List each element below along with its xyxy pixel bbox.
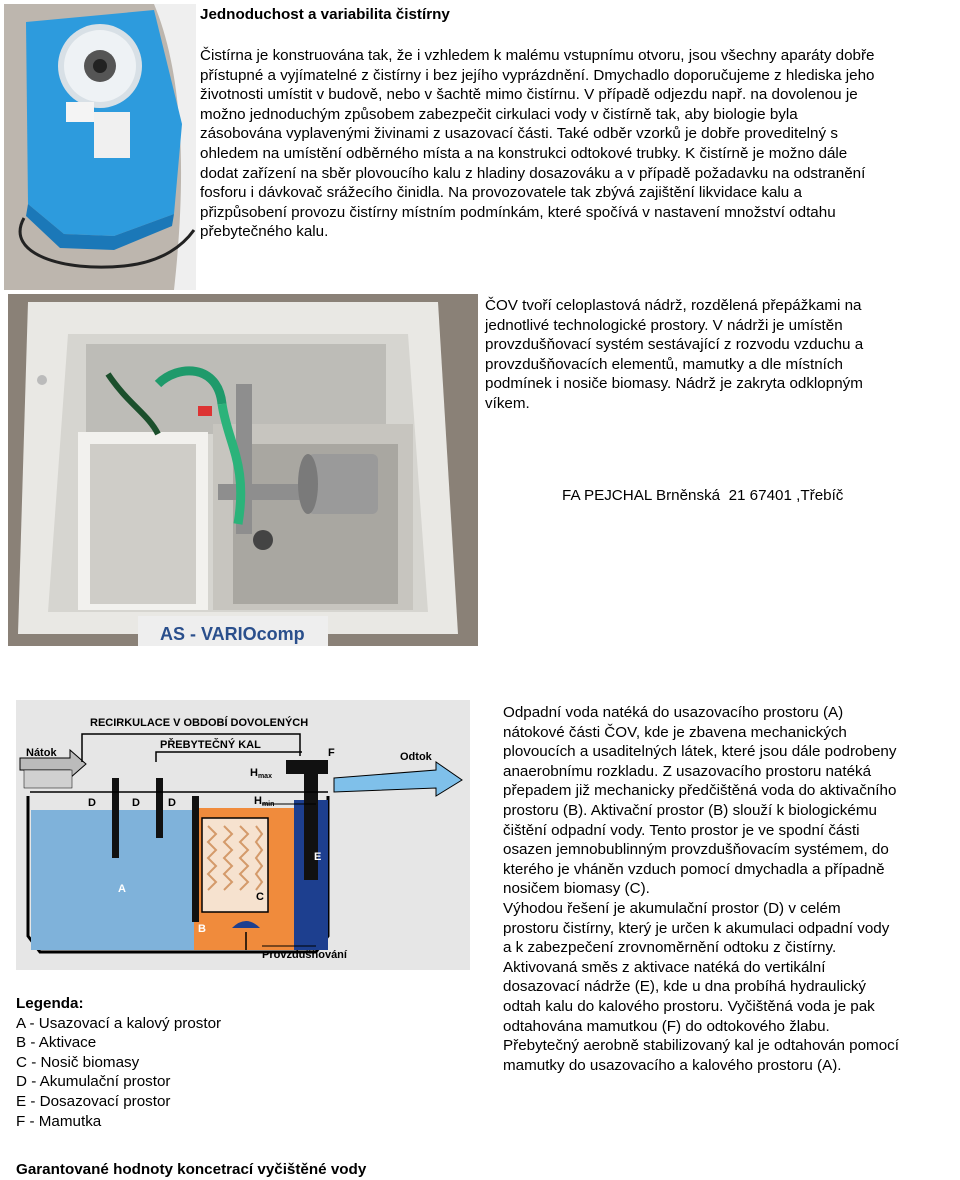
text-line: jednotlivé technologické prostory. V nádrži je umístěn bbox=[485, 316, 843, 334]
text-line: provzdušňovacích elementů, mamutky a dle místních bbox=[485, 355, 843, 373]
text-line: přepadem již mechanicky předčištěná voda do aktivačního bbox=[503, 782, 897, 800]
text-line: odtah kalu do kalového prostoru. Vyčištěná voda je pak bbox=[503, 997, 875, 1015]
text-line: dodat zařízení na sběr plovoucího kalu z hladiny dosazováku a v případě požadavku na odstranění bbox=[200, 164, 866, 182]
text-line: životnosti umístit v budově, nebo v šachtě mimo čistírnu. V případě odjezdu např. na dovolenou je bbox=[200, 86, 858, 104]
text-line: nátokové části ČOV, kde je zbavena mechanických bbox=[503, 723, 847, 741]
text-line: nosičem biomasy (C). bbox=[503, 880, 650, 898]
zone-d-label-2: D bbox=[132, 797, 140, 809]
label-hmax: Hmax bbox=[250, 767, 272, 780]
text-line: fosforu i dávkovač srážecího činidla. Na provozovatele tak zbývá zajištění likvidace kalu a bbox=[200, 184, 802, 202]
text-line: Aktivovaná směs z aktivace natéká do vertikální bbox=[503, 958, 826, 976]
label-excess-sludge: PŘEBYTEČNÝ KAL bbox=[160, 739, 261, 751]
label-outflow: Odtok bbox=[400, 751, 432, 763]
legend-item: E - Dosazovací prostor bbox=[16, 1092, 171, 1110]
legend-item: F - Mamutka bbox=[16, 1112, 102, 1130]
text-line: přístupné a vyjímatelné z čistírny i bez jejího vyprázdnění. Dmychadlo doporučujeme z hlediska jeho bbox=[200, 66, 875, 84]
label-aeration: Provzdušňování bbox=[262, 949, 347, 961]
tank-photo bbox=[8, 294, 478, 646]
legend-title: Legenda: bbox=[16, 995, 84, 1012]
zone-d-label-1: D bbox=[88, 797, 96, 809]
text-line: odtahována mamutkou (F) do odtokového žlabu. bbox=[503, 1017, 830, 1035]
label-hmin: Hmin bbox=[254, 795, 275, 808]
process-description bbox=[503, 703, 955, 1075]
legend-item: A - Usazovací a kalový prostor bbox=[16, 1014, 222, 1032]
text-line: Přebytečný aerobně stabilizovaný kal je odtahován pomocí bbox=[503, 1037, 899, 1055]
text-line: Odpadní voda natéká do usazovacího prostoru (A) bbox=[503, 704, 844, 721]
company-address: FA PEJCHAL Brněnská 21 67401 ,Třebíč bbox=[562, 487, 844, 504]
text-line: možno jednoduchým způsobem zabezpečit cirkulaci vody v čistírně tak, aby biologie byla bbox=[200, 105, 798, 123]
zone-c-label: C bbox=[256, 891, 264, 903]
text-line: provzdušňovací systém sestávající z rozvodu vzduchu a bbox=[485, 336, 864, 354]
text-line: zásobována vyplavenými živinami z usazovací části. Také odběr vzorků je dobře proveditelný s bbox=[200, 125, 838, 143]
text-line: prostoru (B). Aktivační prostor (B) slouží k biologickému bbox=[503, 801, 877, 819]
intro-paragraph bbox=[200, 46, 960, 242]
text-line: přizpůsobení provozu čistírny místním podmínkám, které spočívá v nastavení množství odtahu bbox=[200, 203, 836, 221]
text-line: čištění odpadní vody. Tento prostor je ve spodní části bbox=[503, 821, 860, 839]
zone-b-label: B bbox=[198, 923, 206, 935]
text-line: mamutky do usazovacího a kalového prostoru (A). bbox=[503, 1056, 842, 1074]
legend-item: B - Aktivace bbox=[16, 1034, 97, 1052]
zone-a-label: A bbox=[118, 883, 126, 895]
tank-illustration bbox=[8, 294, 478, 646]
label-recirculation: RECIRKULACE V OBDOBÍ DOVOLENÝCH bbox=[90, 717, 309, 729]
text-line: prostoru čistírny, který je určen k akumulaci odpadní vody bbox=[503, 919, 890, 937]
text-line: osazen jemnobublinným provzdušňovacím systémem, do bbox=[503, 841, 889, 859]
blower-photo bbox=[4, 4, 196, 290]
text-line: přebytečného kalu. bbox=[200, 223, 329, 241]
legend bbox=[16, 994, 221, 1131]
label-inflow: Nátok bbox=[26, 747, 57, 759]
treatment-scheme bbox=[16, 700, 470, 970]
text-line: a k zabezpečení zrovnoměrnění odtoku z čistírny. bbox=[503, 939, 837, 957]
legend-item: D - Akumulační prostor bbox=[16, 1073, 171, 1091]
text-line: ohledem na umístění odběrného místa a na konstrukci odtokové trubky. K čistírně je možno dále bbox=[200, 144, 848, 162]
text-line: ČOV tvoří celoplastová nádrž, rozdělená přepážkami na bbox=[485, 297, 862, 314]
zone-d-label-3: D bbox=[168, 797, 176, 809]
section-title: Jednoduchost a variabilita čistírny bbox=[200, 6, 450, 23]
text-line: plovoucích a usaditelných látek, které jsou dále podrobeny bbox=[503, 743, 897, 761]
zone-f-label: F bbox=[328, 747, 335, 759]
text-line: kterého je vháněn vzduch pomocí dmychadla a případně bbox=[503, 860, 885, 878]
footer-heading: Garantované hodnoty koncetrací vyčištěné vody bbox=[16, 1161, 367, 1178]
text-line: dosazovací nádrže (E), kde u dna probíhá hydraulický bbox=[503, 978, 867, 996]
text-line: víkem. bbox=[485, 394, 530, 412]
text-line: Čistírna je konstruována tak, že i vzhledem k malému vstupnímu otvoru, jsou všechny aparáty dobře bbox=[200, 47, 875, 64]
text-line: Výhodou řešení je akumulační prostor (D) v celém bbox=[503, 899, 841, 917]
text-line: podmínek i nosiče biomasy. Nádrž je zakryta odklopným bbox=[485, 375, 863, 393]
text-line: anaerobnímu rozkladu. Z usazovacího prostoru natéká bbox=[503, 762, 872, 780]
legend-item: C - Nosič biomasy bbox=[16, 1053, 140, 1071]
tank-description bbox=[485, 296, 955, 414]
scheme-diagram bbox=[16, 700, 470, 970]
tank-label: AS - VARIOcomp bbox=[160, 624, 305, 644]
blower-illustration bbox=[4, 4, 196, 290]
zone-e-label: E bbox=[314, 851, 322, 863]
